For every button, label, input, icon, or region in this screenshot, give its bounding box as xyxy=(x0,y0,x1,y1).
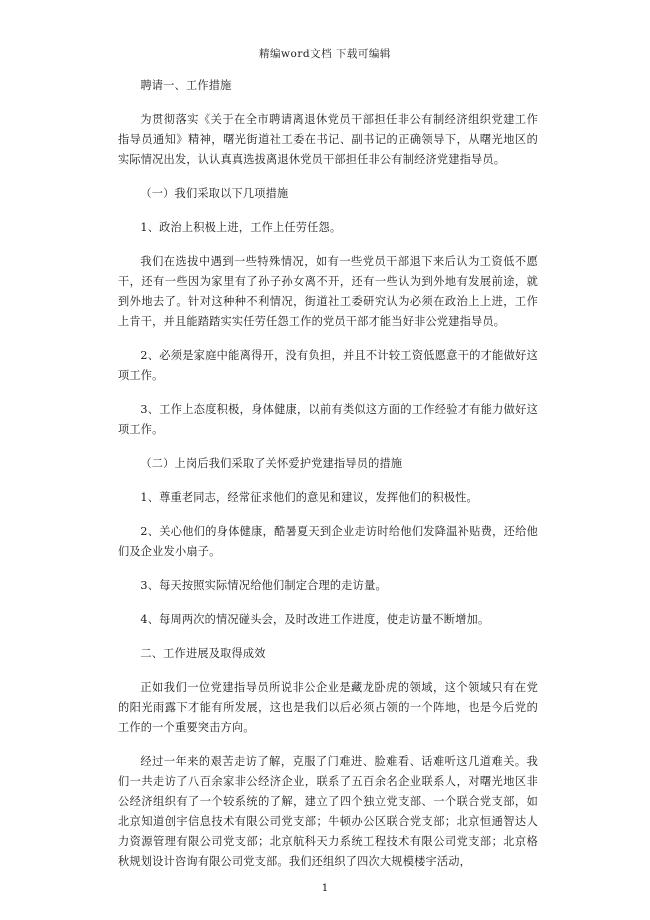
list-item: 1、尊重老同志，经常征求他们的意见和建议，发挥他们的积极性。 xyxy=(140,491,478,504)
page-number: 1 xyxy=(321,882,329,894)
body-paragraph: 我们在选拔中遇到一些特殊情况，如有一些党员干部退下来后认为工资低不愿干，还有一些因为家里有了孙子孙女离不开，还有一些认为到外地有发展前途，就到外地去了。针对这种种不利情况，街道社工委研究认为必须在政治上上进，工作上肯干，并且能踏踏实实任劳任怨工作的党员干部才能当好非公党建指导员。 xyxy=(118,255,538,328)
list-item: 4、每周两次的情况碰头会，及时改进工作进度，使走访量不断增加。 xyxy=(140,613,490,626)
list-item: 1、政治上积极上进，工作上任劳任怨。 xyxy=(140,221,342,234)
document-body xyxy=(118,76,538,872)
section-heading: 聘请一、工作措施 xyxy=(140,79,232,92)
subsection-heading: （一）我们采取以下几项措施 xyxy=(140,187,289,200)
section-heading: 二、工作进展及取得成效 xyxy=(140,647,266,660)
body-paragraph: 正如我们一位党建指导员所说非公企业是藏龙卧虎的领域，这个领域只有在党的阳光雨露下才能有所发展，这也是我们以后必须占领的一个阵地，也是今后党的工作的一个重要突击方向。 xyxy=(118,681,538,734)
document-header: 精编word文档 下载可编辑 xyxy=(259,48,391,60)
list-item: 3、每天按照实际情况给他们制定合理的走访量。 xyxy=(140,579,387,592)
list-item: 2、必须是家庭中能离得开，没有负担，并且不计较工资低愿意干的才能做好这项工作。 xyxy=(118,349,538,382)
body-paragraph: 为贯彻落实《关于在全市聘请离退休党员干部担任非公有制经济组织党建工作指导员通知》精神，曙光街道社工委在书记、副书记的正确领导下，从曙光地区的实际情况出发，认认真真选拔离退休党员干部担任非公有制经济党建指导员。 xyxy=(118,113,538,166)
list-item: 2、关心他们的身体健康，酷暑夏天到企业走访时给他们发降温补贴费，还给他们及企业发小扇子。 xyxy=(118,525,538,558)
subsection-heading: （二）上岗后我们采取了关怀爱护党建指导员的措施 xyxy=(140,457,403,470)
body-paragraph: 经过一年来的艰苦走访了解，克服了门难进、脸难看、话难听这几道难关。我们一共走访了八百余家非公经济企业，联系了五百余名企业联系人，对曙光地区非公经济组织有了一个较系统的了解，建立了四个独立党支部、一个联合党支部，如北京知道创宇信息技术有限公司党支部；牛顿办公区联合党支部；北京恒通智达人力资源管理有限公司党支部；北京航科天力系统工程技术有限公司党支部；北京格秋规划设计咨询有限公司党支部。我们还组织了四次大规模楼宇活动， xyxy=(118,755,538,868)
list-item: 3、工作上态度积极，身体健康，以前有类似这方面的工作经验才有能力做好这项工作。 xyxy=(118,403,538,436)
